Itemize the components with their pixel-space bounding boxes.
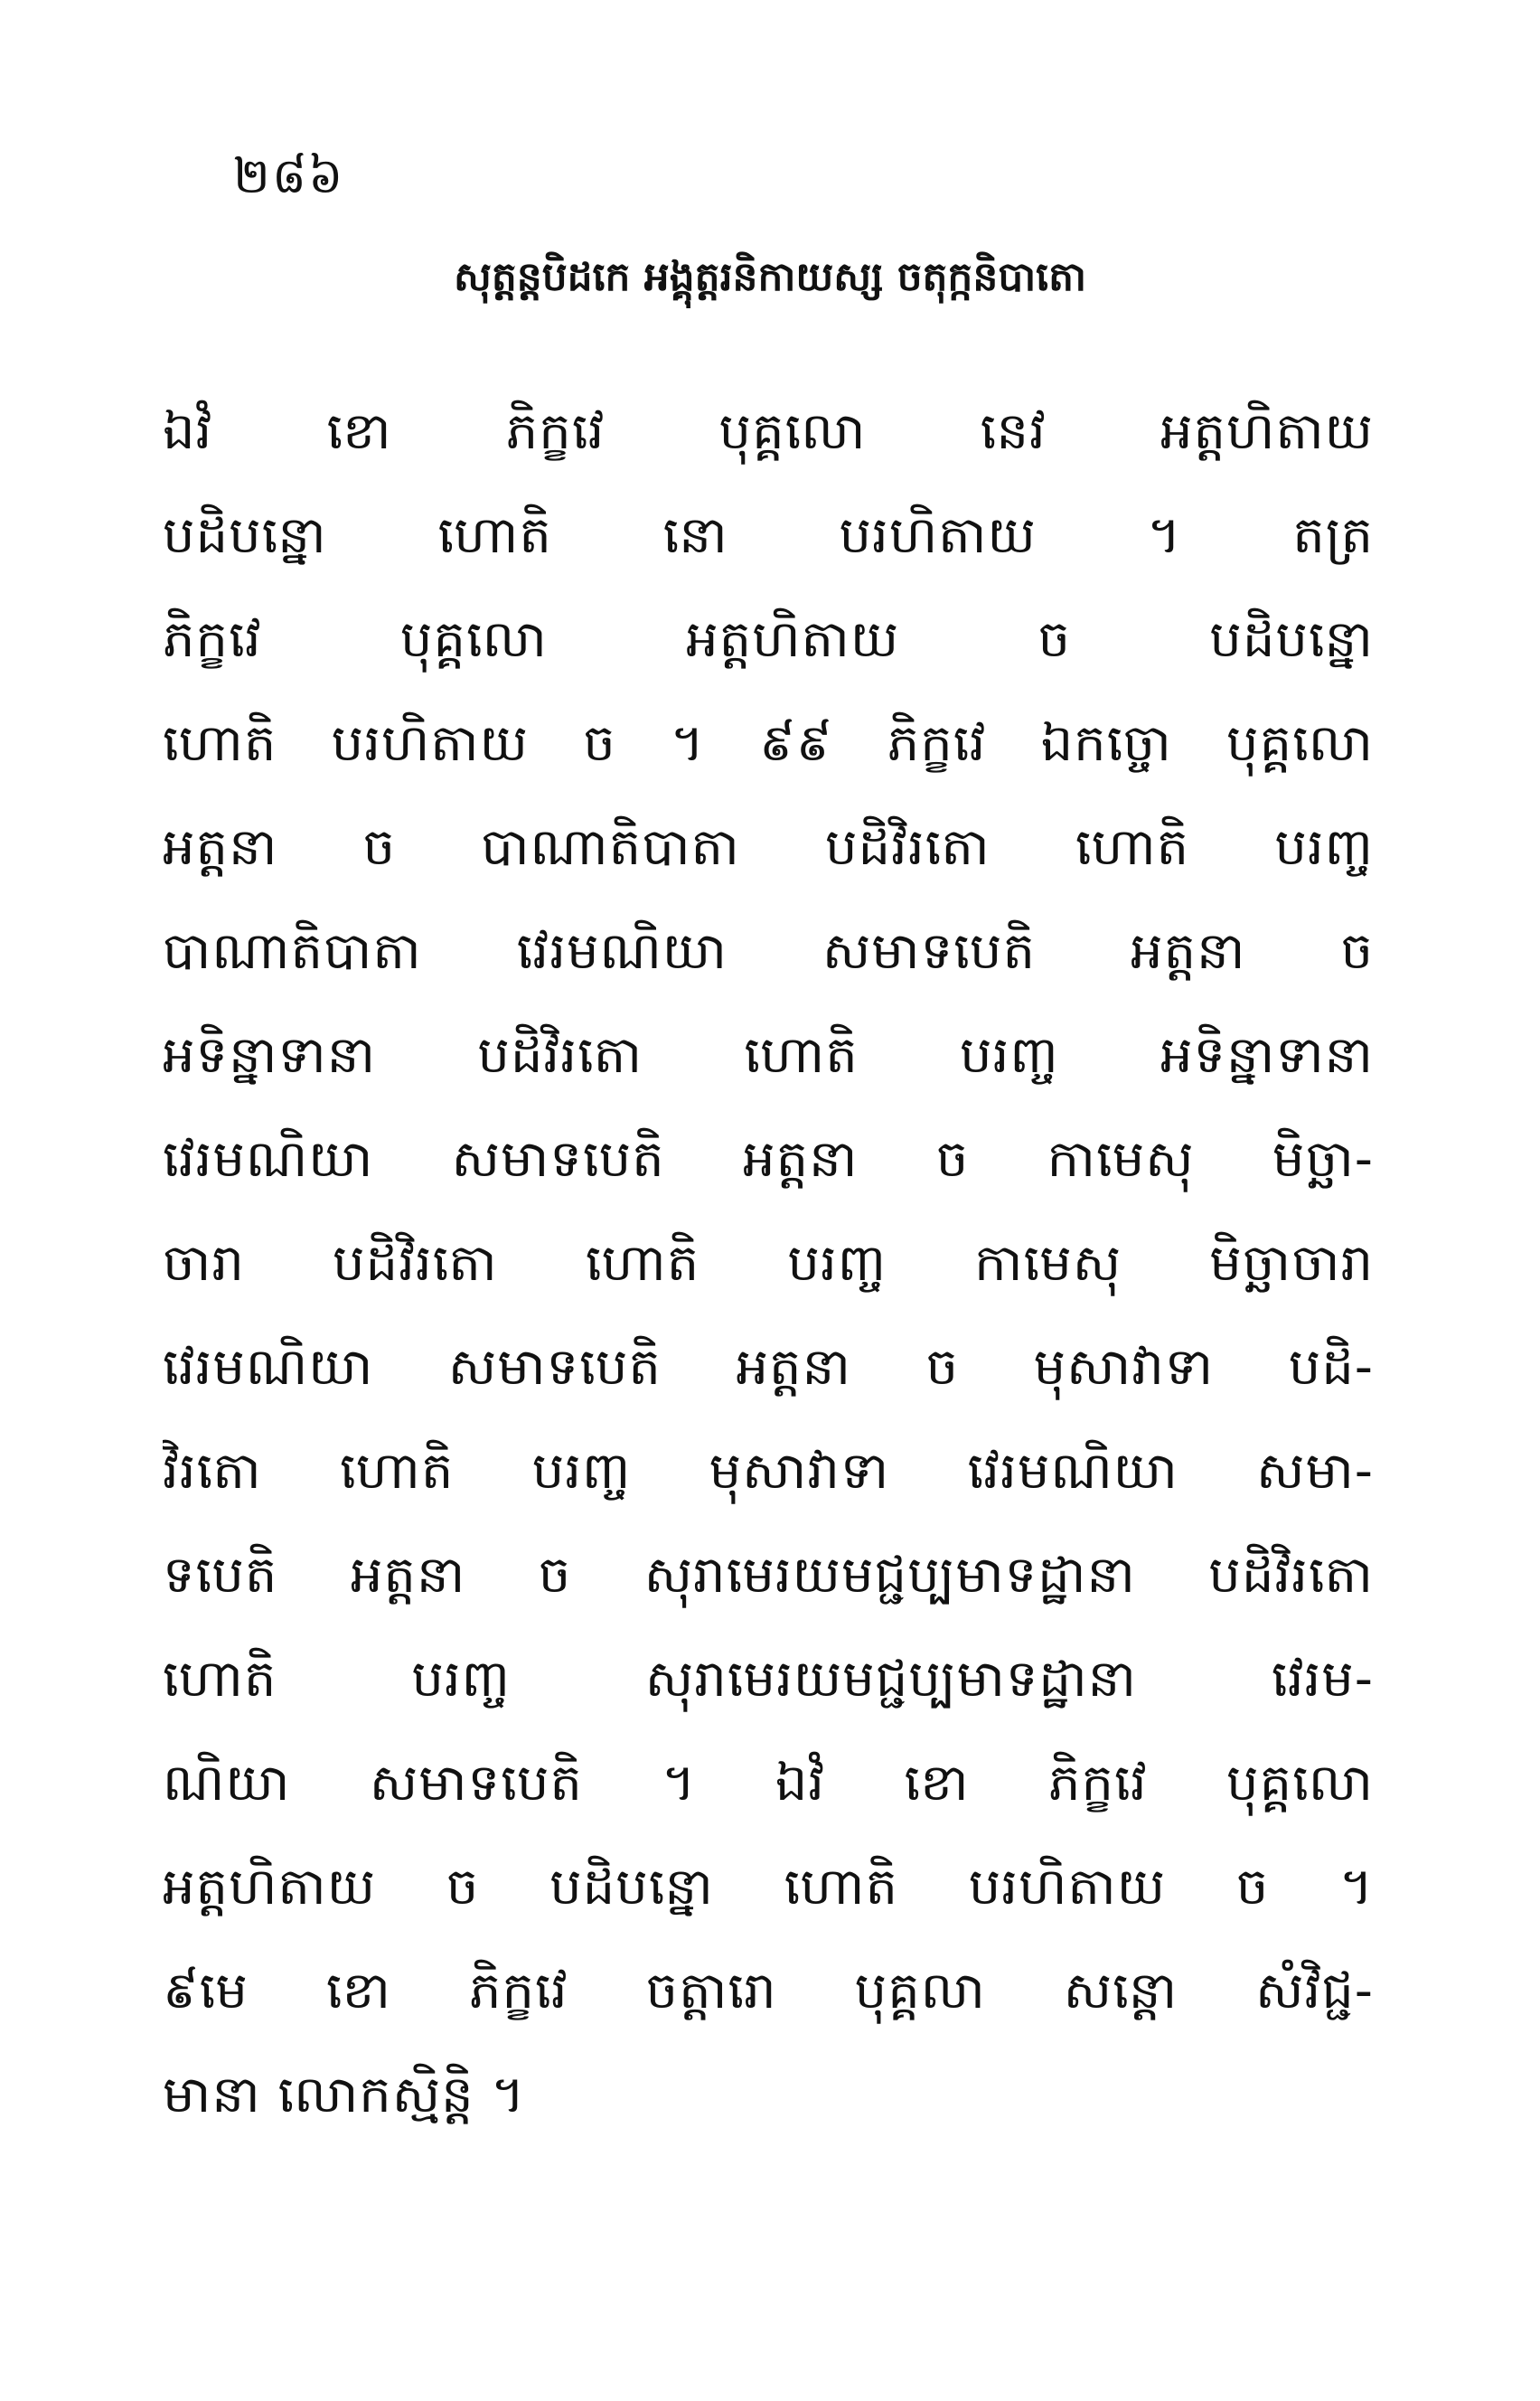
text-line-10: វេរមណិយា សមាទបេតិ អត្តនា ច មុសាវាទា បដិ- [163,1338,1374,1397]
text-line-1: ឯវំ ខោ ភិក្ខវេ បុគ្គលោ នេវ អត្តហិតាយ [163,402,1374,461]
text-line-5: អត្តនា ច បាណាតិបាតា បដិវិរតោ ហោតិ បរញ្ច [163,818,1374,877]
page-number: ២៨៦ [233,147,345,204]
text-line-17: មានា លោកស្មិន្តិ ។ [163,2066,526,2124]
text-line-13: ហោតិ បរញ្ច សុរាមេរយមជ្ជប្បមាទដ្ឋានា វេរម- [163,1650,1374,1709]
text-line-15: អត្តហិតាយ ច បដិបន្នោ ហោតិ បរហិតាយ ច ។ [163,1858,1374,1916]
text-line-14: ណិយា សមាទបេតិ ។ ឯវំ ខោ ភិក្ខវេ បុគ្គលោ [163,1754,1374,1813]
body-text [163,380,1374,2147]
text-line-9: ចារា បដិវិរតោ ហោតិ បរញ្ច កាមេសុ មិច្ឆាចារា [163,1234,1374,1293]
text-line-12: ទបេតិ អត្តនា ច សុរាមេរយមជ្ជប្បមាទដ្ឋានា បដិវិរតោ [163,1546,1374,1605]
text-line-11: វិរតោ ហោតិ បរញ្ច មុសាវាទា វេរមណិយា សមា- [163,1442,1374,1501]
text-line-3: ភិក្ខវេ បុគ្គលោ អត្តហិតាយ ច បដិបន្នោ [163,610,1374,669]
text-line-16: ៩មេ ខោ ភិក្ខវេ ចត្តារោ បុគ្គលា សន្តោ សំវិជ្ជ- [163,1962,1374,2020]
text-line-4: ហោតិ បរហិតាយ ច ។ ៩៩ ភិក្ខវេ ឯកច្ចោ បុគ្គលោ [163,714,1374,773]
text-line-8: វេរមណិយា សមាទបេតិ អត្តនា ច កាមេសុ មិច្ឆា- [163,1130,1374,1189]
text-line-2: បដិបន្នោ ហោតិ នោ បរហិតាយ ។ តត្រ [163,506,1374,565]
text-line-6: បាណាតិបាតា វេរមណិយា សមាទបេតិ អត្តនា ច [163,922,1374,981]
text-line-7: អទិន្នាទានា បដិវិរតោ ហោតិ បរញ្ច អទិន្នាទានា [163,1026,1374,1085]
running-title: សុត្តន្តបិដកេ អង្គុត្តរនិកាយស្ស ចតុក្កនិបាតោ [453,254,1087,300]
